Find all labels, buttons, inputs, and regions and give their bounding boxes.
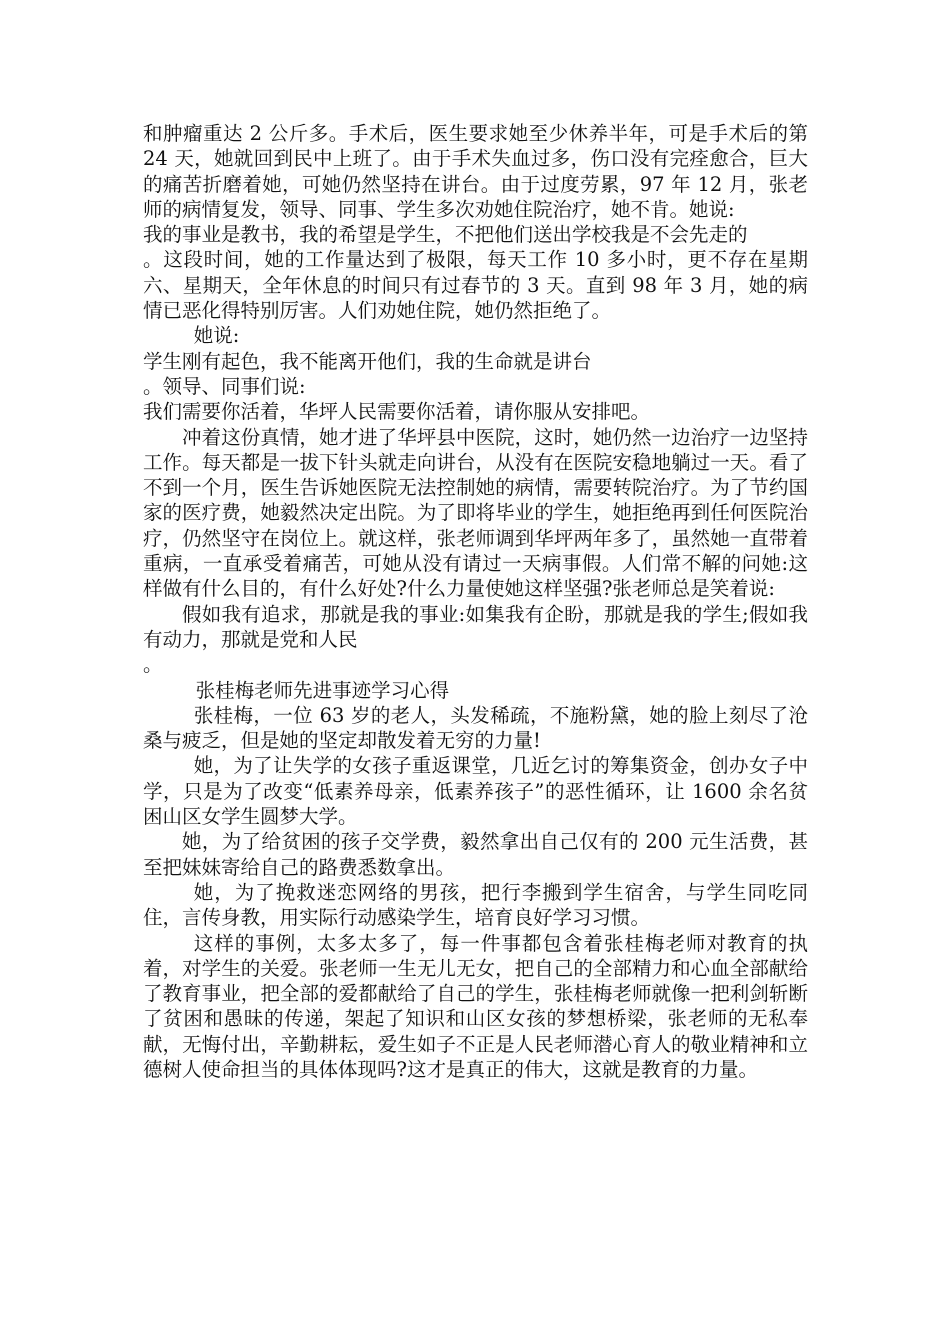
paragraph-introduction: 张桂梅，一位 63 岁的老人，头发稀疏，不施粉黛，她的脸上刻尽了沧桑与疲乏，但是她的坚定却散发着无穷的力量! [143,703,808,753]
paragraph-hospital: 冲着这份真情，她才进了华坪县中医院，这时，她仍然一边治疗一边坚持工作。每天都是一拔下针头就走向讲台，从没有在医院安稳地躺过一天。看了不到一个月，医生告诉她医院无法控制她的病情，需要转院治疗。为了节约国家的医疗费，她毅然决定出院。为了即将毕业的学生，她拒绝再到任何医院治疗，仍然坚守在岗位上。就这样，张老师调到华坪两年多了，虽然她一直带着重病，一直承受着痛苦，可她从没有请过一天病事假。人们常不解的问她:这样做有什么目的，有什么好处?什么力量使她这样坚强?张老师总是笑着说: [143,425,808,601]
paragraph-internet-boy: 她，为了挽救迷恋网络的男孩，把行李搬到学生宿舍，与学生同吃同住，言传身教，用实际行动感染学生，培育良好学习习惯。 [143,880,808,930]
paragraph-tuition: 她，为了给贫困的孩子交学费，毅然拿出自己仅有的 200 元生活费，甚至把妹妹寄给自己的路费悉数拿出。 [143,830,808,879]
quote-need-you-alive: 我们需要你活着，华坪人民需要你活着，请你服从安排吧。 [143,400,651,424]
document-body [143,121,808,1082]
section-heading: 张桂梅老师先进事迹学习心得 [195,678,450,702]
paragraph-surgery-recovery: 和肿瘤重达 2 公斤多。手术后，医生要求她至少休养半年，可是手术后的第 24 天，她就回到民中上班了。由于手术失血过多，伤口没有完痊愈合，巨大的痛苦折磨着她，可她仍然坚持在讲台。由于过度劳累，97 年 12 月，张老师的病情复发，领导、同事、学生多次劝她住院治疗，她不肯。她说: [143,122,808,221]
paragraph-period: 。 [143,653,163,677]
paragraph-conclusion: 这样的事例，太多太多了，每一件事都包含着张桂梅老师对教育的执着，对学生的关爱。张老师一生无儿无女，把自己的全部精力和心血全部献给了教育事业，把全部的爱都献给了自己的学生，张桂梅老师就像一把利剑斩断了贫困和愚昧的传递，架起了知识和山区女孩的梦想桥梁，张老师的无私奉献，无悔付出，辛勤耕耘，爱生如子不正是人民老师潜心育人的敬业精神和立德树人使命担当的具体体现吗?这才是真正的伟大，这就是教育的力量。 [143,931,808,1081]
quote-pursuit: 假如我有追求，那就是我的事业:如集我有企盼，那就是我的学生;假如我有动力，那就是党和人民 [143,602,808,651]
paragraph-girls-school: 她，为了让失学的女孩子重返课堂，几近乞讨的筹集资金，创办女子中学，只是为了改变“低素养母亲，低素养孩子”的恶性循环，让 1600 余名贫困山区女学生圆梦大学。 [143,754,808,829]
paragraph-workload: 。这段时间，她的工作量达到了极限，每天工作 10 多小时，更不存在星期六、星期天，全年休息的时间只有过春节的 3 天。直到 98 年 3 月，她的病情已恶化得特别厉害。人们劝她住院，她仍然拒绝了。 [143,248,808,323]
quote-podium-life: 学生刚有起色，我不能离开他们，我的生命就是讲台 [143,349,592,373]
quote-teaching-career: 我的事业是教书，我的希望是学生，不把他们送出学校我是不会先走的 [143,223,748,247]
paragraph-she-said: 她说: [193,324,240,348]
paragraph-colleagues-said: 。领导、同事们说: [143,374,306,398]
